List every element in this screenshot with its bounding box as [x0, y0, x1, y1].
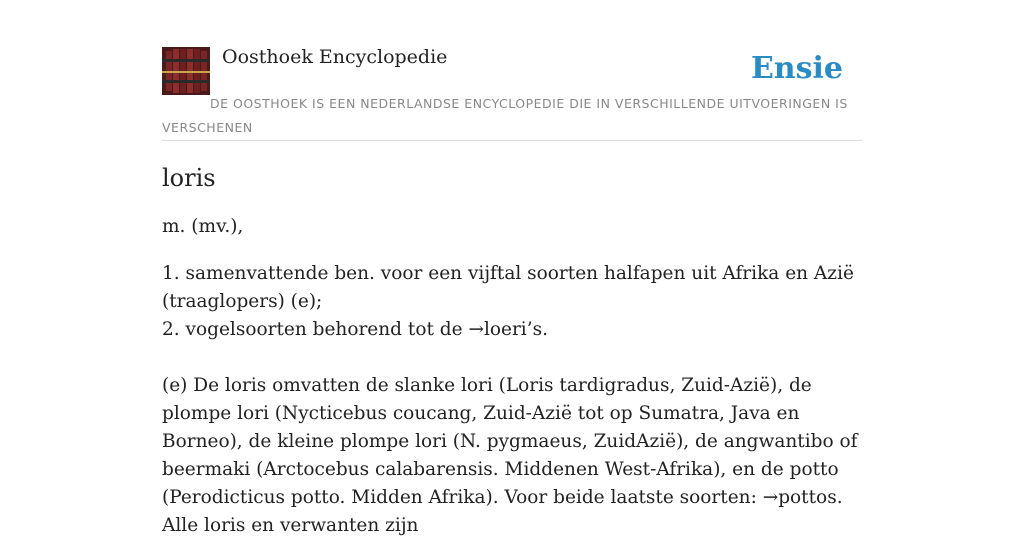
site-avatar[interactable] — [162, 47, 210, 95]
entry-note — [162, 372, 862, 540]
book-spines-image — [162, 47, 210, 95]
entry-title: loris — [162, 164, 216, 192]
entry-definitions — [162, 260, 862, 344]
site-name[interactable]: Oosthoek Encyclopedie — [222, 46, 448, 68]
definition-2-prefix: 2. vogelsoorten behorend tot de — [162, 319, 469, 340]
entry-grammar: m. (mv.), — [162, 216, 244, 237]
definition-1: 1. samenvattende ben. voor een vijftal soorten halfapen uit Afrika en Azië (traaglopers) (e); — [162, 263, 854, 312]
site-tagline: DE OOSTHOEK IS EEN NEDERLANDSE ENCYCLOPEDIE DIE IN VERSCHILLENDE UITVOERINGEN IS VERSCHENEN — [162, 96, 848, 135]
site-header — [162, 40, 862, 141]
entry-content — [162, 160, 862, 540]
definition-2-suffix: . — [542, 319, 548, 340]
entry-note-text: (e) De loris omvatten de slanke lori (Loris tardigradus, Zuid-Azië), de plompe lori (Nycticebus coucang, Zuid-Azië tot op Sumatra, Java en Borneo), de kleine plompe lori (N. pygmaeus, ZuidAzië), de angwantibo of beermaki (Arctocebus calabarensis. Middenen West-Afrika), en de potto (Perodicticus potto. Midden Afrika). Voor beide laatste soorten: — [162, 375, 858, 508]
entry-note-continuation: . Alle loris en verwanten zijn — [162, 487, 843, 536]
link-pottos[interactable]: →pottos — [762, 487, 837, 508]
definition-2 — [162, 319, 548, 340]
link-loeris[interactable]: →loeri’s — [468, 319, 543, 340]
brand-logo[interactable]: Ensie — [750, 51, 843, 86]
